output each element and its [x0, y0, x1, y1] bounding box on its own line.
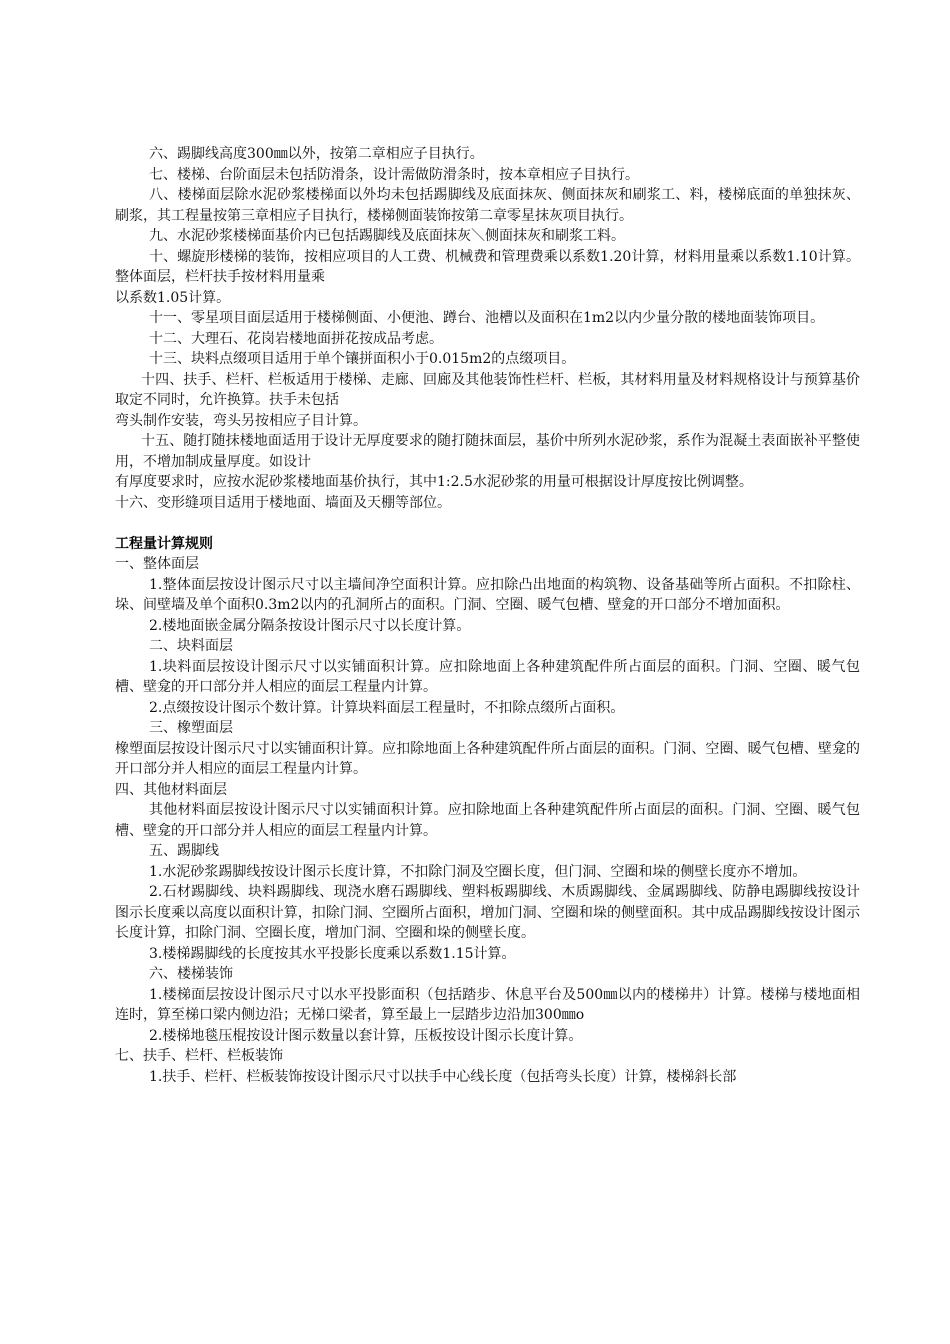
note-12: 十二、大理石、花岗岩楼地面拼花按成品考虑。	[149, 330, 443, 347]
spacer	[115, 513, 860, 534]
section-4-item-1: 其他材料面层按设计图示尺寸以实铺面积计算。应扣除地面上各种建筑配件所占面层的面积。门洞、空圈、暖气包槽、壁龛的开口部分并人相应的面层工程量内计算。	[115, 802, 860, 839]
section-6-heading: 六、楼梯装饰	[149, 966, 233, 982]
note-10: 十、螺旋形楼梯的装饰，按相应项目的人工费、机械费和管理费乘以系数1.20计算，材料用量乘以系数1.10计算。整体面层，栏杆扶手按材料用量乘	[115, 248, 860, 285]
note-6: 六、踢脚线高度300㎜以外，按第二章相应子目执行。	[149, 146, 484, 162]
section-2-heading: 二、块料面层	[149, 638, 233, 654]
section-4-heading: 四、其他材料面层	[115, 781, 227, 798]
section-1-heading: 一、整体面层	[115, 556, 199, 572]
section-3-heading: 三、橡塑面层	[149, 720, 233, 736]
section-5-item-1: 1.水泥砂浆踢脚线按设计图示长度计算，不扣除门洞及空圈长度，但门洞、空圈和垛的侧壁长度亦不增加。	[149, 863, 807, 880]
document-page	[115, 144, 860, 1087]
section-2-item-1: 1.块料面层按设计图示尺寸以实铺面积计算。应扣除地面上各种建筑配件所占面层的面积。门洞、空圈、暖气包槽、壁龛的开口部分并人相应的面层工程量内计算。	[115, 658, 860, 695]
note-11: 十一、零星项目面层适用于楼梯侧面、小便池、蹲台、池槽以及面积在1m2以内少量分散的楼地面装饰项目。	[149, 310, 825, 326]
section-7-item-1: 1.扶手、栏杆、栏板装饰按设计图示尺寸以扶手中心线长度（包括弯头长度）计算，楼梯斜长部	[149, 1068, 737, 1085]
note-10-cont: 以系数1.05计算。	[115, 289, 231, 306]
section-5-item-3: 3.楼梯踢脚线的长度按其水平投影长度乘以系数1.15计算。	[149, 945, 516, 962]
section-3-item-1: 橡塑面层按设计图示尺寸以实铺面积计算。应扣除地面上各种建筑配件所占面层的面积。门洞、空圈、暖气包槽、壁龛的开口部分并人相应的面层工程量内计算。	[115, 740, 860, 777]
note-15: 十五、随打随抹楼地面适用于设计无厚度要求的随打随抹面层，基价中所列水泥砂浆，系作为混凝土表面嵌补平整使用，不增加制成量厚度。如设计	[115, 433, 860, 470]
section-7-heading: 七、扶手、栏杆、栏板装饰	[115, 1048, 283, 1064]
section-2-item-2: 2.点缀按设计图示个数计算。计算块料面层工程量时，不扣除点缀所占面积。	[149, 699, 625, 716]
note-9: 九、水泥砂浆楼梯面基价内已包括踢脚线及底面抹灰＼侧面抹灰和刷浆工料。	[149, 228, 625, 244]
note-15-cont: 有厚度要求时，应按水泥砂浆楼地面基价执行，其中1:2.5水泥砂浆的用量可根据设计厚度按比例调整。	[115, 474, 753, 490]
section-title: 工程量计算规则	[115, 535, 213, 552]
note-8: 八、楼梯面层除水泥砂浆楼梯面以外均未包括踢脚线及底面抹灰、侧面抹灰和刷浆工、料，楼梯底面的单独抹灰、刷浆，其工程量按第三章相应子目执行，楼梯侧面装饰按第二章零星抹灰项目执行。	[115, 187, 860, 224]
section-5-item-2: 2.石材踢脚线、块料踢脚线、现浇水磨石踢脚线、塑料板踢脚线、木质踢脚线、金属踢脚线、防静电踢脚线按设计图示长度乘以高度以面积计算，扣除门洞、空圈所占面积，增加门洞、空圈和垛的侧壁面积。其中成品踢脚线按设计图示长度计算，扣除门洞、空圈长度，增加门洞、空圈和垛的侧壁长度。	[115, 884, 860, 941]
note-13: 十三、块料点缀项目适用于单个镶拼面积小于0.015m2的点缀项目。	[149, 351, 576, 367]
note-14-cont: 弯头制作安装，弯头另按相应子目计算。	[115, 412, 367, 429]
note-16: 十六、变形缝项目适用于楼地面、墙面及天棚等部位。	[115, 494, 451, 511]
note-7: 七、楼梯、台阶面层未包括防滑条，设计需做防滑条时，按本章相应子目执行。	[149, 166, 639, 183]
section-6-item-1: 1.楼梯面层按设计图示尺寸以水平投影面积（包括踏步、休息平台及500㎜以内的楼梯井）计算。楼梯与楼地面相连时，算至梯口梁内侧边沿；无梯口梁者，算至最上一层踏步边沿加300㎜o	[115, 986, 860, 1023]
section-6-item-2: 2.楼梯地毯压棍按设计图示数量以套计算，压板按设计图示长度计算。	[149, 1027, 583, 1044]
section-1-item-1: 1.整体面层按设计图示尺寸以主墙间净空面积计算。应扣除凸出地面的构筑物、设备基础等所占面积。不扣除柱、垛、间壁墙及单个面积0.3m2以内的孔洞所占的面积。门洞、空圈、暖气包槽、壁龛的开口部分不增加面积。	[115, 576, 860, 613]
section-1-item-2: 2.楼地面嵌金属分隔条按设计图示尺寸以长度计算。	[149, 617, 471, 634]
section-5-heading: 五、踢脚线	[149, 843, 219, 859]
note-14: 十四、扶手、栏杆、栏板适用于楼梯、走廊、回廊及其他装饰性栏杆、栏板，其材料用量及材料规格设计与预算基价取定不同时，允许换算。扶手未包括	[115, 371, 860, 408]
